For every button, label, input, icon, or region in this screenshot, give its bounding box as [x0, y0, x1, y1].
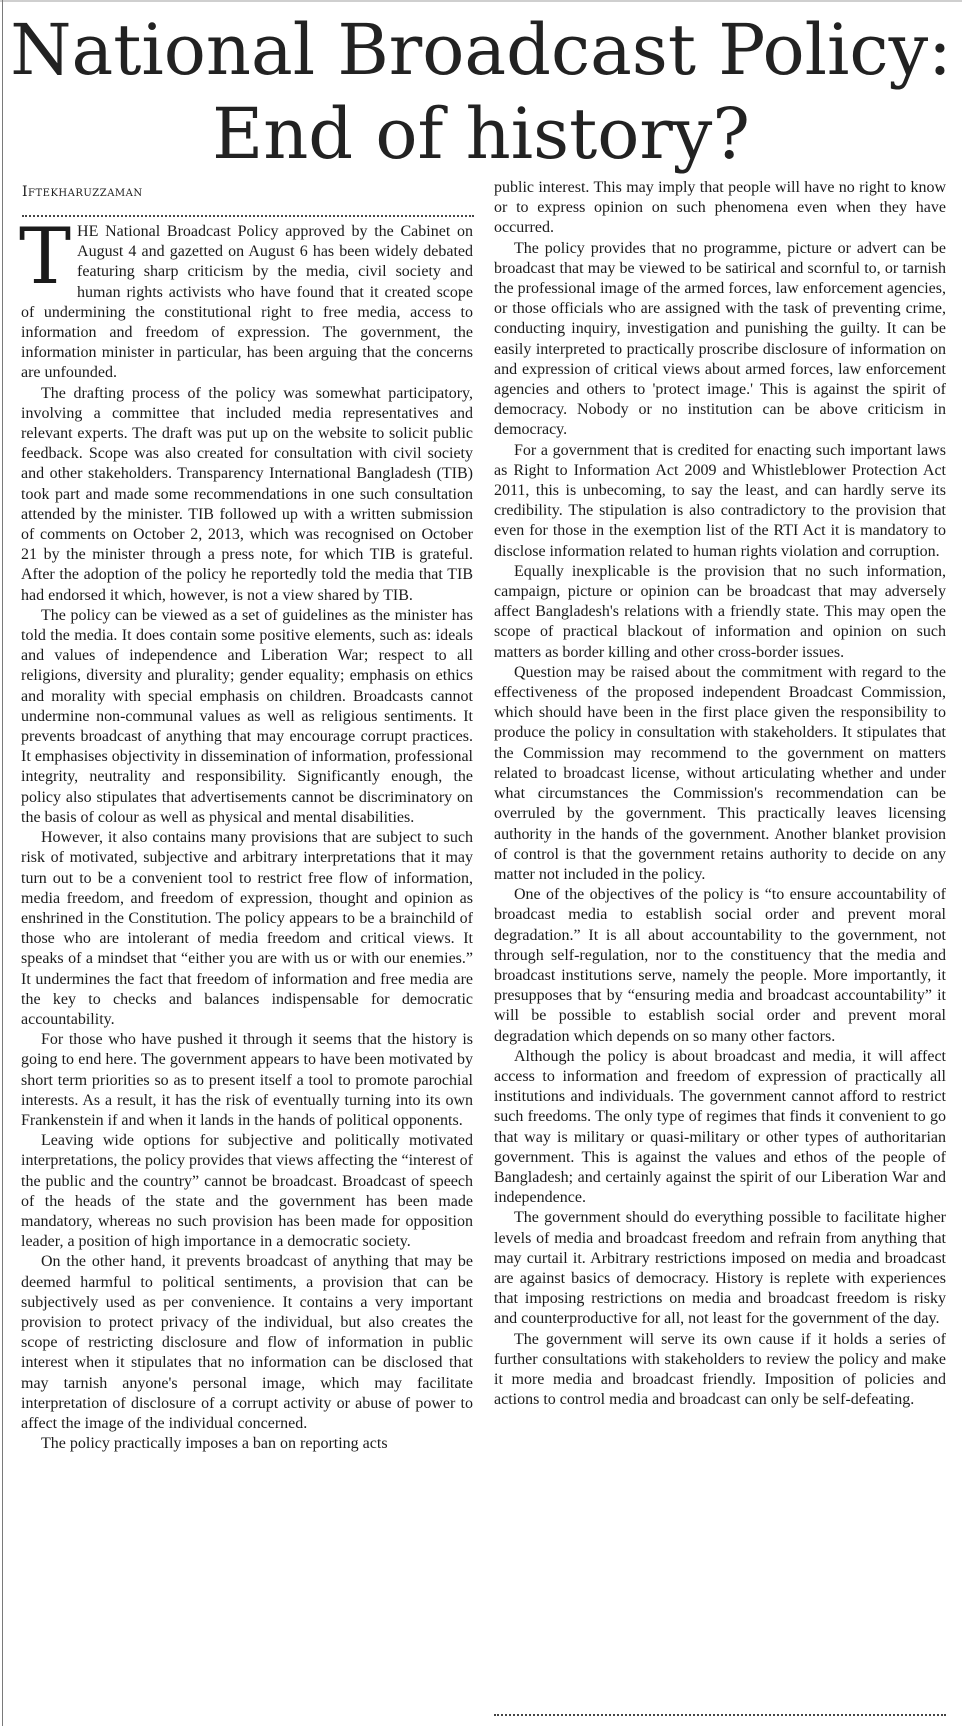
- paragraph-11: Equally inexplicable is the provision that no such information, campaign, picture or opinion can be broadcast that may adversely affect Bangladesh's relations with a friendly state. This may open the scope of practical blackout of information and opinion on such matters as border killing and other cross-border issues.: [494, 562, 946, 661]
- paragraph-12: Question may be raised about the commitment with regard to the effectiveness of the proposed independent Broadcast Commission, which should have been in the first place given the responsibility to produce the policy in consultation with stakeholders. It stipulates that the Commission may recommend to the government on matters related to broadcast license, without articulating whether and under what circumstances the Commission's recommendation can be overruled by the government. This practically leaves licensing authority in the hands of the government. Another blanket provision of control is that the government retains authority to decide on any matter not included in the policy.: [494, 663, 946, 883]
- headline: [0, 8, 962, 176]
- paragraph-1-text: National Broadcast Policy approved by the Cabinet on August 4 and gazetted on August 6 has been widely debated featuring sharp criticism by the media, civil society and human rights activists who have found that it created scope of undermining the constitutional right to free media, access to information and freedom of expression. The government, the information minister in particular, has been arguing that the concerns are unfounded.: [21, 223, 473, 382]
- paragraph-13: One of the objectives of the policy is “to ensure accountability of broadcast media to establish social order and prevent moral degradation.” It is all about accountability to the government, not through self-regulation, nor to the constituency that the media and broadcast institutions serve, namely the people. More importantly, it presupposes that by “ensuring media and broadcast accountability” it will be possible to establish social order and prevent moral degradation which depends on so many other factors.: [494, 886, 946, 1045]
- article-column-right: [494, 178, 946, 1410]
- headline-line-1: National Broadcast Policy:: [10, 9, 952, 91]
- paragraph-15: The government should do everything possible to facilitate higher levels of media and broadcast freedom and refrain from anything that may curtail it. Arbitrary restrictions imposed on media and broadcast are against basics of democracy. History is replete with experiences that imposing restrictions on media and broadcast freedom is risky and counterproductive for all, not least for the government of the day.: [494, 1209, 946, 1328]
- paragraph-7: On the other hand, it prevents broadcast of anything that may be deemed harmful to political sentiments, a provision that can be subjectively used as per convenience. It contains a very important provision to protect privacy of the individual, but also creates the scope of restricting disclosure and flow of information in public interest when it stipulates that no information can be disclosed that may tarnish anyone's personal image, which may facilitate interpretation of disclosure of a corrupt activity or abuse of power to affect the image of the individual concerned.: [21, 1253, 473, 1432]
- paragraph-14: Although the policy is about broadcast and media, it will affect access to information and freedom of expression of practically all institutions and individuals. The government cannot afford to restrict such freedoms. The only type of regimes that finds it convenient to go that way is military or quasi-military or other types of authoritarian government. This is against the values and ethos of the people of Bangladesh; and certainly against the spirit of our Liberation War and independence.: [494, 1047, 946, 1207]
- byline-divider: [22, 215, 474, 217]
- paragraph-10: For a government that is credited for enacting such important laws as Right to Information Act 2009 and Whistleblower Protection Act 2011, this is unbecoming, to say the least, and can hardly serve its credibility. The stipulation is also contradictory to the provision that even for those in the exemption list of the RTI Act it is mandatory to disclose information related to human rights violation and corruption.: [494, 441, 946, 560]
- article-end-divider: [494, 1714, 946, 1716]
- paragraph-6: Leaving wide options for subjective and politically motivated interpretations, the policy provides that views affecting the “interest of the public and the country” cannot be broadcast. Broadcast of speech of the heads of the state and the government has been made mandatory, whereas no such provision has been made for opposition leader, a position of high importance in a democratic society.: [21, 1132, 474, 1251]
- drop-cap: T: [19, 212, 72, 302]
- lead-word: HE: [77, 223, 99, 240]
- paragraph-16: The government will serve its own cause if it holds a series of further consultations with stakeholders to review the policy and make it more media and broadcast friendly. Imposition of policies and actions to control media and broadcast can only be self-defeating.: [494, 1330, 946, 1409]
- page-border-rule: [2, 0, 3, 1726]
- top-edge: [0, 0, 962, 2]
- author-byline: Iftekharuzzaman: [22, 184, 143, 200]
- paragraph-9: The policy provides that no programme, picture or advert can be broadcast that may be viewed to be satirical and scornful to, or tarnish the professional image of the armed forces, law enforcement agencies, or those officials who are assigned with the task of preventing crime, conducting inquiry, investigation and punishing the guilty. It can be easily interpreted to practically proscribe disclosure of information on and expression of critical views about armed forces, law enforcement agencies and others to 'protect image.' This is against the spirit of democracy. Nobody or no institution can be above criticism in democracy.: [494, 239, 946, 439]
- paragraph-3: The policy can be viewed as a set of guidelines as the minister has told the media. It does contain some positive elements, such as: ideals and values of independence and Liberation War; respect to all religions, diversity and plurality; gender equality; emphasis on ethics and morality with special emphasis on children. Broadcasts cannot undermine non-communal values as well as religious sentiments. It prevents broadcast of anything that may encourage corrupt practices. It emphasises objectivity in dissemination of information, professional integrity, neutrality and responsibility. Significantly enough, the policy also stipulates that advertisements cannot be discriminatory on the basis of colour as well as physical and mental disabilities.: [21, 606, 473, 826]
- paragraph-5: For those who have pushed it through it seems that the history is going to end here. The government appears to have been motivated by short term priorities so as to present itself a tool to promote parochial interests. As a result, it has the risk of eventually turning into its own Frankenstein if and when it lands in the hands of political opponents.: [21, 1031, 473, 1129]
- paragraph-2: The drafting process of the policy was somewhat participatory, involving a committee that included media representatives and relevant experts. The draft was put up on the website to solicit public feedback. Scope was also created for consultation with civil society and other stakeholders. Transparency International Bangladesh (TIB) took part and made some recommendations in one such consultation attended by the minister. TIB followed up with a written submission of comments on October 2, 2013, which was recognised on October 21 by the minister through a press note, for which TIB is grateful. After the adoption of the policy he reportedly told the media that TIB had endorsed it which, however, is not a view shared by TIB.: [21, 384, 473, 604]
- paragraph-8-continued: public interest. This may imply that people will have no right to know or to express opinion on such phenomena even when they have occurred.: [494, 179, 946, 237]
- paragraph-8: The policy practically imposes a ban on reporting acts: [41, 1435, 388, 1453]
- article-column-left: [19, 212, 474, 1454]
- paragraph-1: [19, 212, 473, 384]
- paragraph-4: However, it also contains many provisions that are subject to such risk of motivated, subjective and arbitrary interpretations that it may turn out to be a convenient tool to restrict free flow of information, media freedom, and freedom of expression, thought and opinion as enshrined in the Constitution. The policy appears to be a brainchild of those who are intolerant of media freedom and critical views. It speaks of a mindset that “either you are with us or with our enemies.” It undermines the fact that freedom of information and free media are the key to checks and balances indispensable for democratic accountability.: [21, 829, 473, 1028]
- headline-line-2: End of history?: [212, 93, 750, 175]
